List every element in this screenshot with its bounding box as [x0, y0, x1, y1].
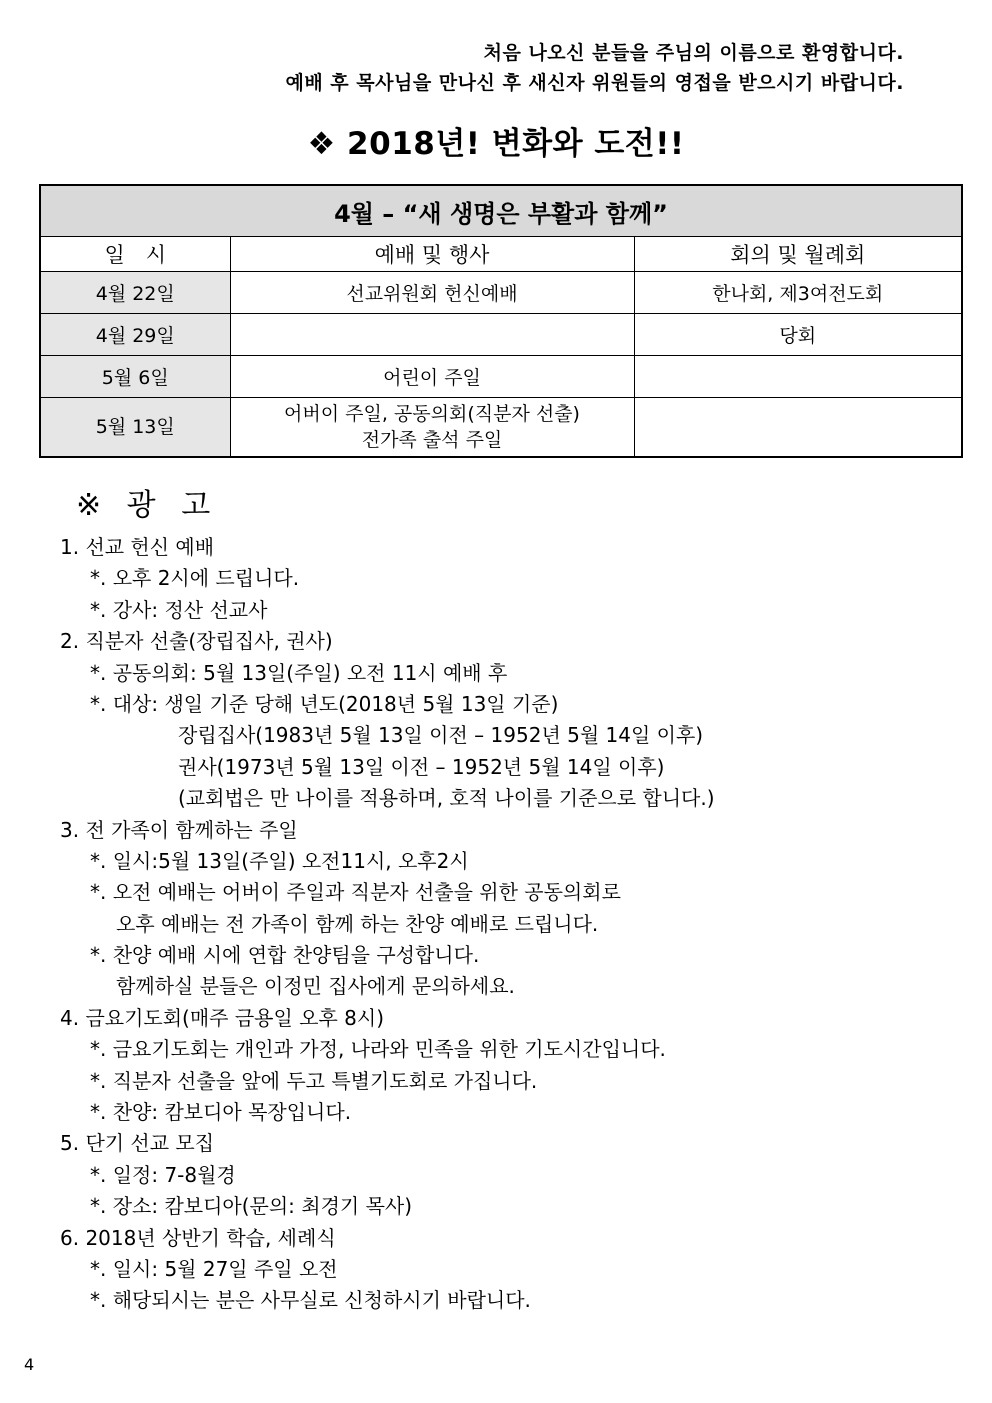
header-event: 예배 및 행사 — [230, 237, 634, 272]
row-event-line-2: 전가족 출석 주일 — [361, 429, 503, 451]
announcement-heading: 5. 단기 선교 모집 — [60, 1131, 215, 1156]
table-row — [40, 272, 962, 314]
row-event: 어린이 주일 — [230, 356, 634, 398]
announcement-heading: 1. 선교 헌신 예배 — [60, 535, 215, 559]
announcement-heading: 6. 2018년 상반기 학습, 세례식 — [60, 1225, 336, 1250]
announcement-item: *. 장소: 캄보디아(문의: 최경기 목사) — [90, 1194, 413, 1219]
page-headline: ❖ 2018년! 변화와 도전!! — [307, 126, 685, 162]
schedule-table — [39, 184, 963, 458]
announcement-item: *. 공동의회: 5월 13일(주일) 오전 11시 예배 후 — [90, 660, 508, 685]
announcement-item: *. 오전 예배는 어버이 주일과 직분자 선출을 위한 공동의회로 — [90, 880, 621, 905]
announcement-item: *. 찬양 예배 시에 연합 찬양팀을 구성합니다. — [90, 943, 480, 968]
announcement-item: *. 강사: 정산 선교사 — [90, 597, 268, 622]
page-number: 4 — [24, 1355, 35, 1374]
announcement-item: *. 직분자 선출을 앞에 두고 특별기도회로 가집니다. — [90, 1068, 538, 1093]
announcements-title: ※ 광 고 — [76, 488, 219, 523]
table-row — [40, 314, 962, 356]
row-meeting: 당회 — [634, 314, 962, 356]
row-event: 선교위원회 헌신예배 — [230, 272, 634, 314]
welcome-message — [285, 38, 904, 98]
row-event — [230, 314, 634, 356]
announcement-item: 오후 예배는 전 가족이 함께 하는 찬양 예배로 드립니다. — [116, 911, 599, 936]
announcement-item: *. 대상: 생일 기준 당해 년도(2018년 5월 13일 기준) — [90, 691, 559, 716]
row-date: 5월 6일 — [40, 356, 230, 398]
announcement-heading: 4. 금요기도회(매주 금용일 오후 8시) — [60, 1005, 385, 1030]
announcement-item: *. 일시:5월 13일(주일) 오전11시, 오후2시 — [90, 848, 469, 873]
table-row — [40, 356, 962, 398]
row-date: 4월 22일 — [40, 272, 230, 314]
welcome-line-2: 예배 후 목사님을 만나신 후 새신자 위원들의 영접을 받으시기 바랍니다. — [285, 72, 904, 94]
announcement-heading: 2. 직분자 선출(장립집사, 권사) — [60, 629, 333, 654]
row-meeting: 한나회, 제3여전도회 — [634, 272, 962, 314]
announcement-item: 함께하실 분들은 이정민 집사에게 문의하세요. — [116, 974, 515, 999]
row-meeting — [634, 398, 962, 458]
announcement-item: *. 해당되시는 분은 사무실로 신청하시기 바랍니다. — [90, 1288, 531, 1313]
row-event-line-1: 어버이 주일, 공동의회(직분자 선출) — [284, 403, 580, 425]
announcement-item: *. 일시: 5월 27일 주일 오전 — [90, 1256, 338, 1281]
announcement-item: *. 금요기도회는 개인과 가정, 나라와 민족을 위한 기도시간입니다. — [90, 1037, 666, 1062]
announcement-item: *. 찬양: 캄보디아 목장입니다. — [90, 1100, 352, 1125]
announcement-item: *. 오후 2시에 드립니다. — [90, 566, 300, 591]
schedule-title: 4월 – “새 생명은 부활과 함께” — [40, 185, 962, 237]
header-meeting: 회의 및 월례회 — [634, 237, 962, 272]
announcement-item: 장립집사(1983년 5월 13일 이전 – 1952년 5월 14일 이후) — [178, 723, 704, 748]
announcement-item: 권사(1973년 5월 13일 이전 – 1952년 5월 14일 이후) — [178, 754, 665, 779]
row-date: 5월 13일 — [40, 398, 230, 458]
row-event — [230, 398, 634, 458]
table-row — [40, 398, 962, 458]
announcements-list — [60, 532, 715, 1317]
announcement-item: (교회법은 만 나이를 적용하며, 호적 나이를 기준으로 합니다.) — [178, 786, 715, 811]
row-meeting — [634, 356, 962, 398]
announcement-item: *. 일정: 7-8월경 — [90, 1162, 236, 1187]
row-date: 4월 29일 — [40, 314, 230, 356]
welcome-line-1: 처음 나오신 분들을 주님의 이름으로 환영합니다. — [483, 42, 904, 64]
header-date: 일 시 — [40, 237, 230, 272]
announcement-heading: 3. 전 가족이 함께하는 주일 — [60, 817, 298, 842]
